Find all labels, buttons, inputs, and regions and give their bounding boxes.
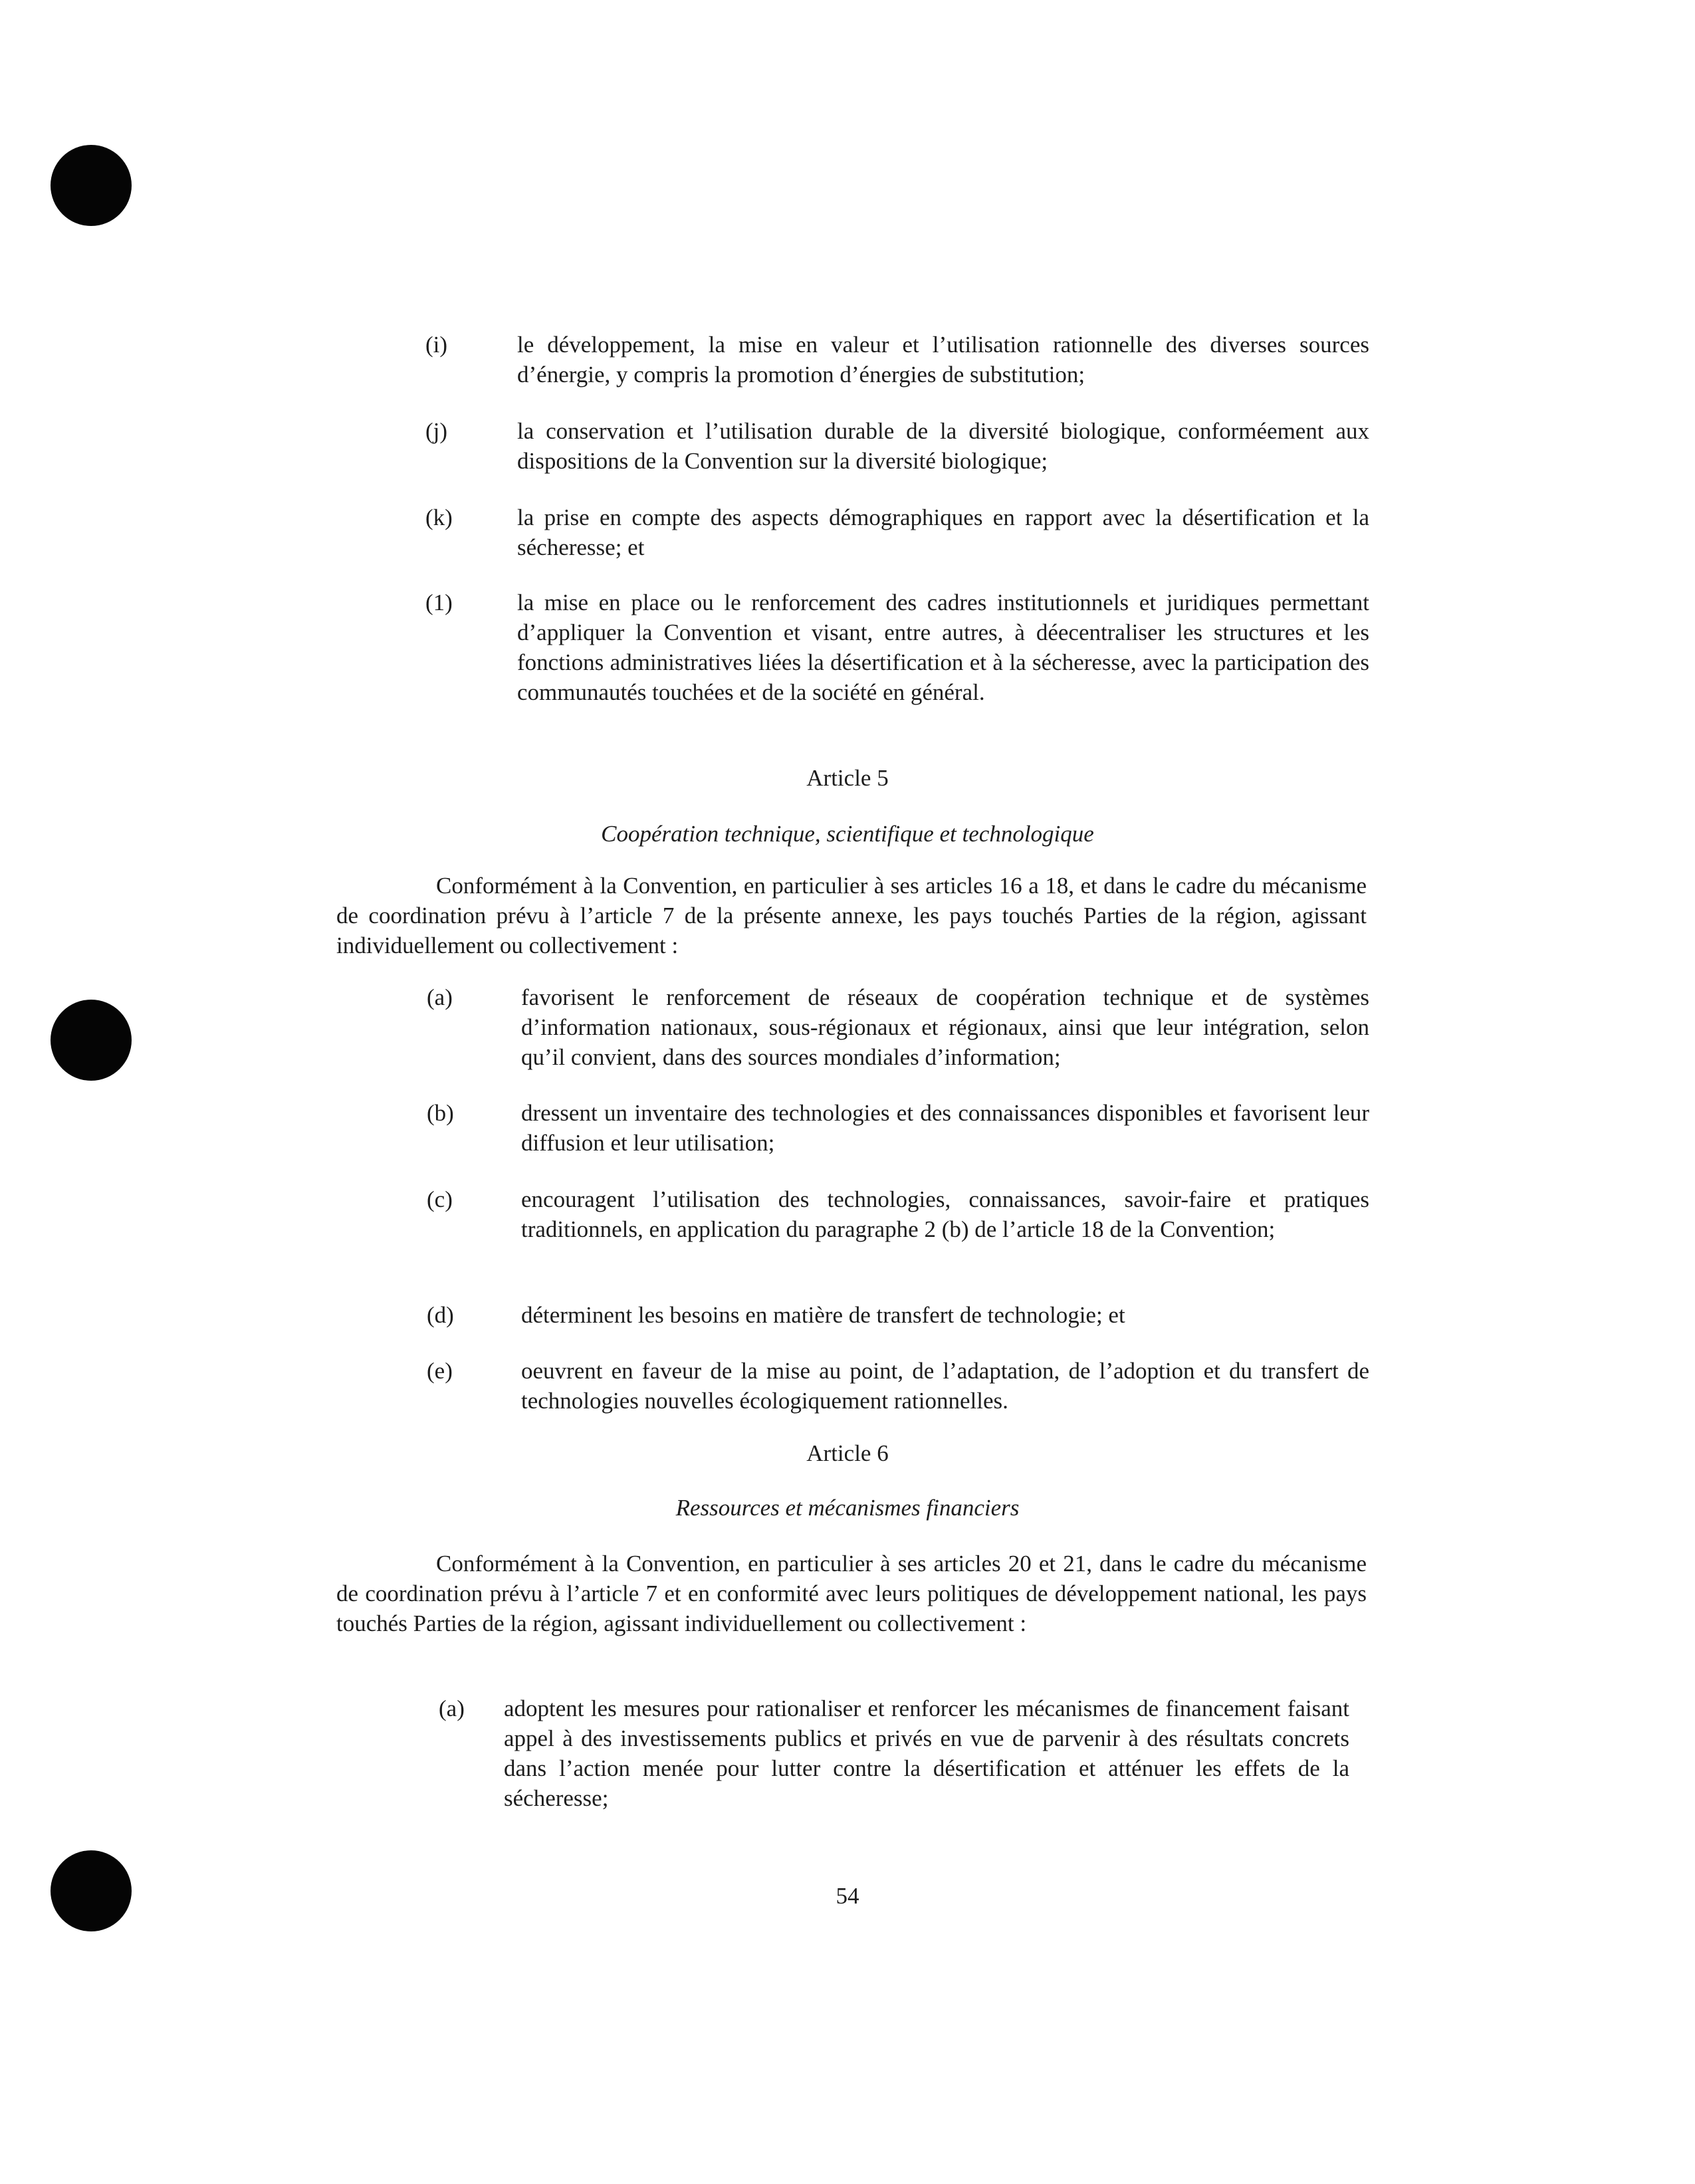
item-label: (e) (427, 1358, 453, 1384)
item-text: la conservation et l’utilisation durable de la diversité biologique, conforméement aux dispositions de la Convention sur la diversité biologique; (517, 418, 1369, 474)
article-6-heading: Article 6 (806, 1440, 889, 1466)
item-text: encouragent l’utilisation des technologies, connaissances, savoir-faire et pratiques traditionnels, en application du paragraphe 2 (b) de l’article 18 de la Convention; (521, 1186, 1369, 1242)
item-text: la mise en place ou le renforcement des cadres institutionnels et juridiques permettant d’appliquer la Convention et visant, entre autres, à déecentraliser les structures et les fonctions administratives liées la désertification et à la sécheresse, avec la participation des communautés touchées et de la société en général. (517, 590, 1369, 705)
item-label: (j) (425, 418, 448, 444)
article-6-subtitle: Ressources et mécanismes financiers (675, 1495, 1020, 1521)
item-text: favorisent le renforcement de réseaux de coopération technique et de systèmes d’information nationaux, sous-régionaux et régionaux, ainsi que leur intégration, selon qu’il convient, dans des sources mondiales d’information; (521, 984, 1369, 1070)
item-text: la prise en compte des aspects démographiques en rapport avec la désertification et la sécheresse; et (517, 504, 1369, 560)
punch-hole-top (51, 145, 132, 226)
item-label: (k) (425, 504, 453, 530)
item-text: adoptent les mesures pour rationaliser et renforcer les mécanismes de financement faisant appel à des investissements publics et privés en vue de parvenir à des résultats concrets dans l’action menée pour lutter contre la désertification et atténuer les effets de la sécheresse; (504, 1695, 1349, 1811)
item-label: (1) (425, 590, 453, 615)
item-label: (a) (427, 984, 453, 1010)
item-text: déterminent les besoins en matière de transfert de technologie; et (521, 1302, 1125, 1328)
item-label: (a) (439, 1695, 465, 1721)
item-text: le développement, la mise en valeur et l’utilisation rationnelle des diverses sources d’énergie, y compris la promotion d’énergies de substitution; (517, 332, 1369, 387)
article-6-intro: Conformément à la Convention, en particulier à ses articles 20 et 21, dans le cadre du mécanisme de coordination prévu à l’article 7 et en conformité avec leurs politiques de développement national, les pays touchés Parties de la région, agissant individuellement ou collectivement : (336, 1551, 1367, 1636)
item-label: (i) (425, 332, 448, 358)
page-number: 54 (836, 1883, 859, 1909)
item-label: (d) (427, 1302, 454, 1328)
item-text: dressent un inventaire des technologies et des connaissances disponibles et favorisent leur diffusion et leur utilisation; (521, 1100, 1369, 1156)
article-5-heading: Article 5 (806, 765, 889, 791)
item-label: (c) (427, 1186, 453, 1212)
punch-hole-middle (51, 1000, 132, 1081)
article-5-subtitle: Coopération technique, scientifique et technologique (601, 821, 1094, 847)
article-5-intro: Conformément à la Convention, en particulier à ses articles 16 a 18, et dans le cadre du mécanisme de coordination prévu à l’article 7 de la présente annexe, les pays touchés Parties de la région, agissant individuellement ou collectivement : (336, 873, 1367, 958)
item-label: (b) (427, 1100, 454, 1126)
item-text: oeuvrent en faveur de la mise au point, de l’adaptation, de l’adoption et du transfert de technologies nouvelles écologiquement rationnelles. (521, 1358, 1369, 1414)
